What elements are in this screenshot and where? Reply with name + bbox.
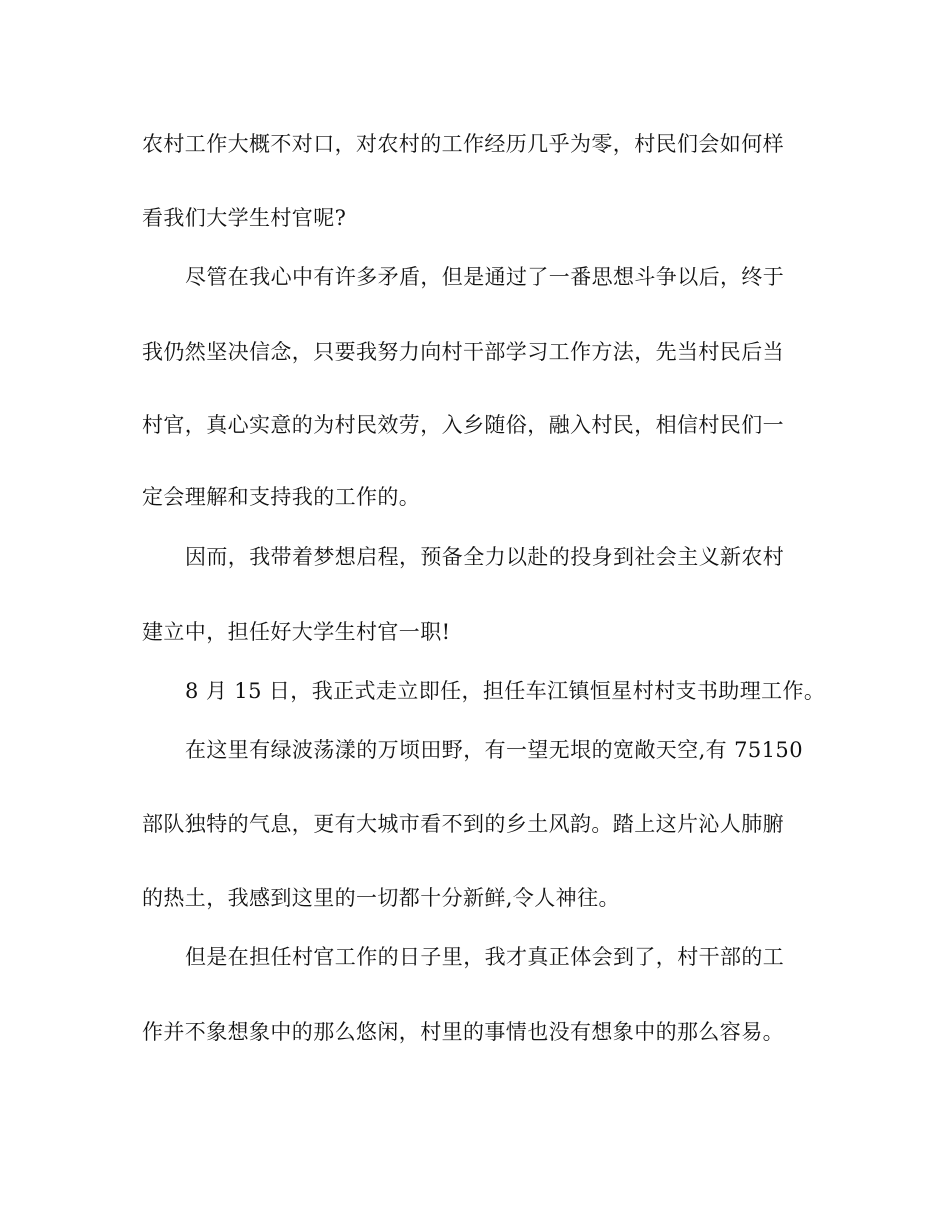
text-line: 农村工作大概不对口，对农村的工作经历几乎为零，村民们会如何样 [142, 132, 784, 156]
text-line: 的热土，我感到这里的一切都十分新鲜,令人神往。 [142, 886, 620, 910]
text-line: 部队独特的气息，更有大城市看不到的乡土风韵。踏上这片沁人肺腑 [142, 812, 784, 836]
text-line: 定会理解和支持我的工作的。 [142, 485, 421, 509]
text-line: 村官，真心实意的为村民效劳，入乡随俗，融入村民，相信村民们一 [142, 413, 784, 437]
text-line: 看我们大学生村官呢? [142, 206, 347, 230]
text-line: 我仍然坚决信念，只要我努力向村干部学习工作方法，先当村民后当 [142, 340, 784, 364]
text-line: 建立中，担任好大学生村官一职! [142, 620, 451, 644]
paragraph-start-line: 在这里有绿波荡漾的万顷田野，有一望无垠的宽敞天空,有 75150 [185, 738, 803, 762]
paragraph-start-line: 8 月 15 日，我正式走立即任，担任车江镇恒星村村支书助理工作。 [185, 679, 826, 703]
paragraph-start-line: 但是在担任村官工作的日子里，我才真正体会到了，村干部的工 [185, 945, 785, 969]
text-line: 作并不象想象中的那么悠闲，村里的事情也没有想象中的那么容易。 [142, 1020, 784, 1044]
paragraph-start-line: 因而，我带着梦想启程，预备全力以赴的投身到社会主义新农村 [185, 545, 785, 569]
paragraph-start-line: 尽管在我心中有许多矛盾，但是通过了一番思想斗争以后，终于 [185, 265, 785, 289]
